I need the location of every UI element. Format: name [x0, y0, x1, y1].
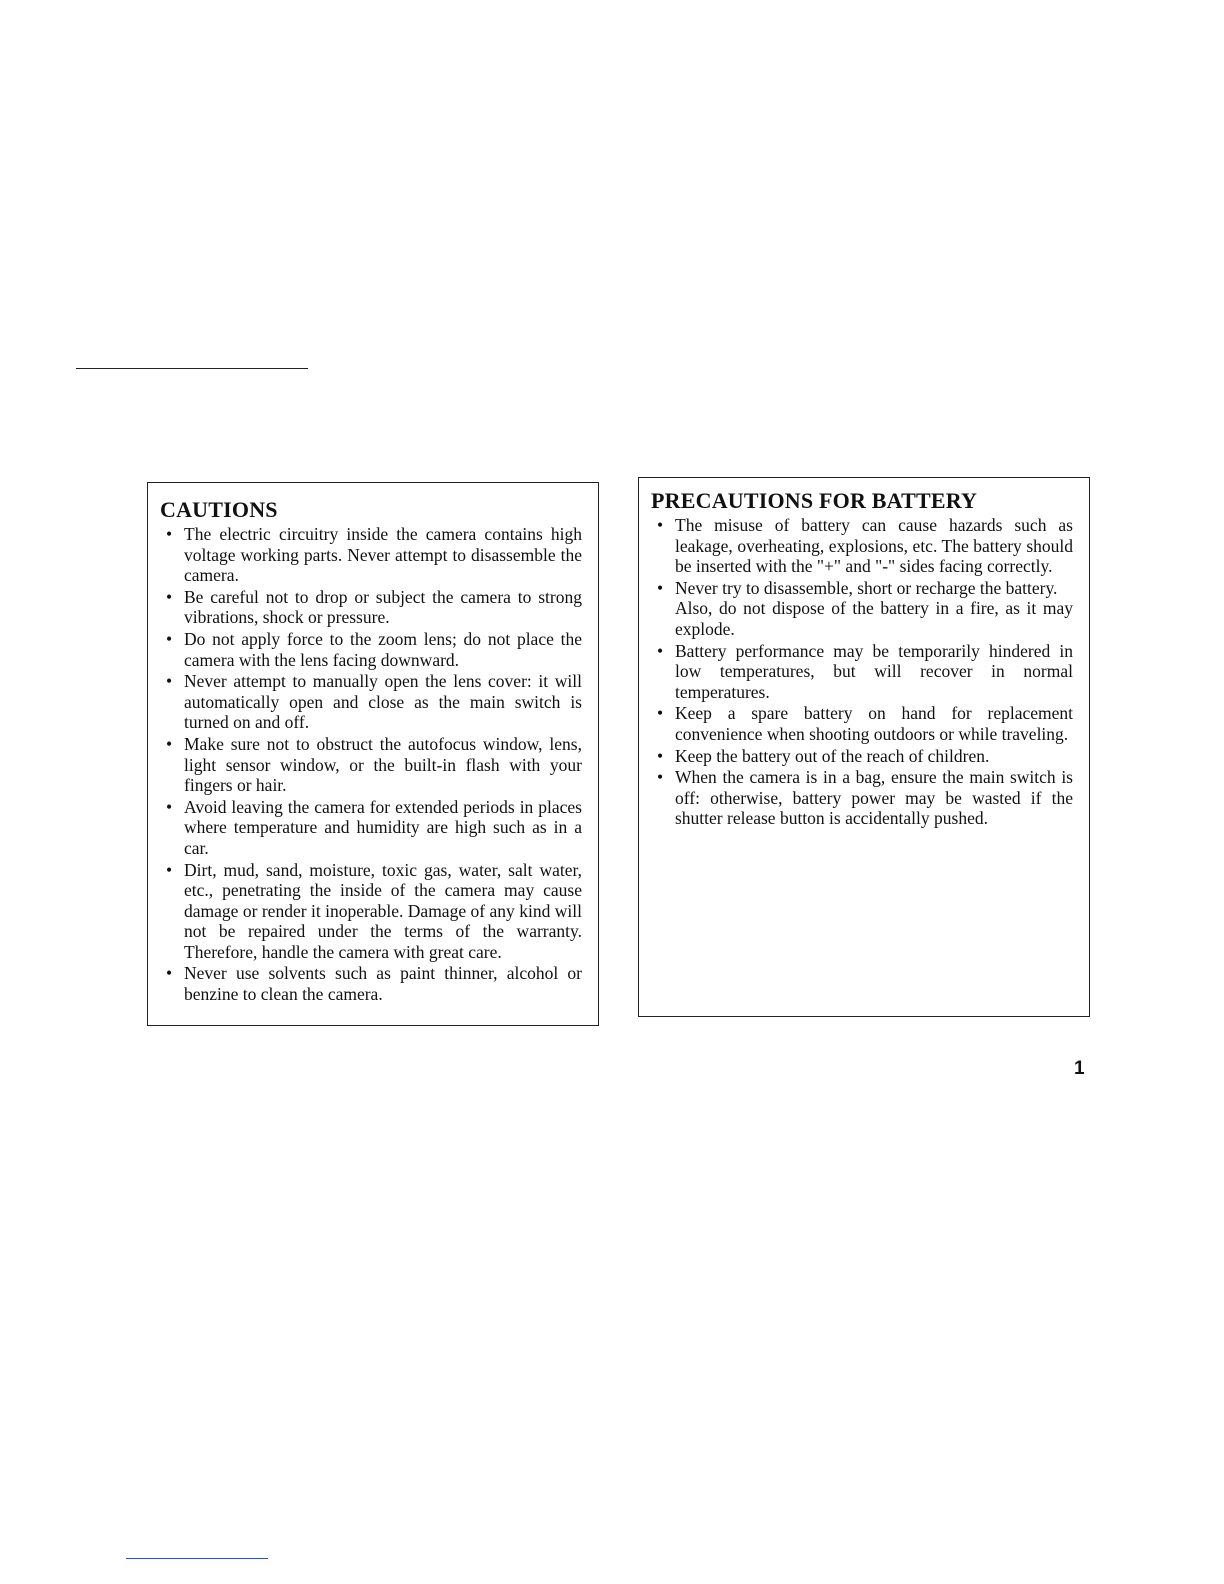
bullet-icon: •	[657, 515, 664, 535]
page-number: 1	[1074, 1058, 1085, 1079]
list-item	[651, 746, 1073, 767]
cautions-title: CAUTIONS	[160, 497, 278, 522]
bullet-icon: •	[166, 586, 173, 607]
list-item-text: Avoid leaving the camera for extended periods in places where temperature and humidity are high such as in a car.	[184, 796, 582, 858]
list-item-text: Keep a spare battery on hand for replacement convenience when shooting outdoors or while traveling.	[675, 703, 1073, 744]
list-item-text: Never try to disassemble, short or recharge the battery.	[675, 577, 1058, 598]
cautions-list	[160, 524, 582, 1005]
list-item-text: Do not apply force to the zoom lens; do not place the camera with the lens facing downward.	[184, 628, 582, 670]
battery-precautions-box	[638, 477, 1090, 1017]
list-item	[651, 703, 1073, 744]
list-item-text: Keep the battery out of the reach of children.	[675, 745, 990, 766]
list-item	[160, 524, 582, 586]
list-item	[651, 641, 1073, 703]
bullet-icon: •	[166, 671, 173, 692]
list-item	[160, 671, 582, 733]
list-item-text: Dirt, mud, sand, moisture, toxic gas, water, salt water, etc., penetrating the inside of the camera may cause damage or render it inoperable. Damage of any kind will not be repaired under the terms of the warranty. Therefore, handle the camera with great care.	[184, 859, 582, 962]
list-item-continuation: Also, do not dispose of the battery in a fire, as it may explode.	[675, 598, 1073, 639]
bullet-icon: •	[166, 963, 173, 984]
bullet-icon: •	[657, 577, 664, 598]
cautions-box	[147, 482, 599, 1026]
list-item-text: When the camera is in a bag, ensure the main switch is off: otherwise, battery power may be wasted if the shutter release button is accidentally pushed.	[675, 767, 1073, 829]
list-item	[160, 587, 582, 628]
list-item	[160, 734, 582, 796]
bullet-icon: •	[166, 859, 173, 880]
bullet-icon: •	[166, 628, 173, 649]
list-item-text: The electric circuitry inside the camera contains high voltage working parts. Never attempt to disassemble the camera.	[184, 524, 582, 586]
bullet-icon: •	[657, 703, 664, 724]
list-item-text: Never use solvents such as paint thinner, alcohol or benzine to clean the camera.	[184, 963, 582, 1005]
list-item	[160, 963, 582, 1004]
bullet-icon: •	[657, 767, 664, 788]
list-item	[160, 797, 582, 859]
bullet-icon: •	[657, 640, 664, 661]
bullet-icon: •	[657, 745, 664, 766]
bullet-icon: •	[166, 733, 173, 754]
bullet-icon: •	[166, 524, 173, 544]
list-item	[160, 860, 582, 963]
list-item	[651, 515, 1073, 577]
list-item-text: Make sure not to obstruct the autofocus window, lens, light sensor window, or the built-in flash with your fingers or hair.	[184, 733, 582, 796]
list-item	[651, 578, 1073, 640]
battery-precautions-list	[651, 515, 1073, 829]
list-item-text: Battery performance may be temporarily hindered in low temperatures, but will recover in normal temperatures.	[675, 640, 1073, 702]
list-item-text: Never attempt to manually open the lens cover: it will automatically open and close as the main switch is turned on and off.	[184, 671, 582, 733]
list-item-text: Be careful not to drop or subject the camera to strong vibrations, shock or pressure.	[184, 586, 582, 628]
scan-artifact-rule	[126, 1558, 268, 1559]
bullet-icon: •	[166, 796, 173, 817]
list-item-text: The misuse of battery can cause hazards such as leakage, overheating, explosions, etc. The battery should be inserted with the "+" and "-" sides facing correctly.	[675, 515, 1073, 577]
scan-artifact-rule	[76, 368, 308, 369]
battery-precautions-title: PRECAUTIONS FOR BATTERY	[651, 488, 978, 513]
list-item	[160, 629, 582, 670]
list-item	[651, 767, 1073, 829]
